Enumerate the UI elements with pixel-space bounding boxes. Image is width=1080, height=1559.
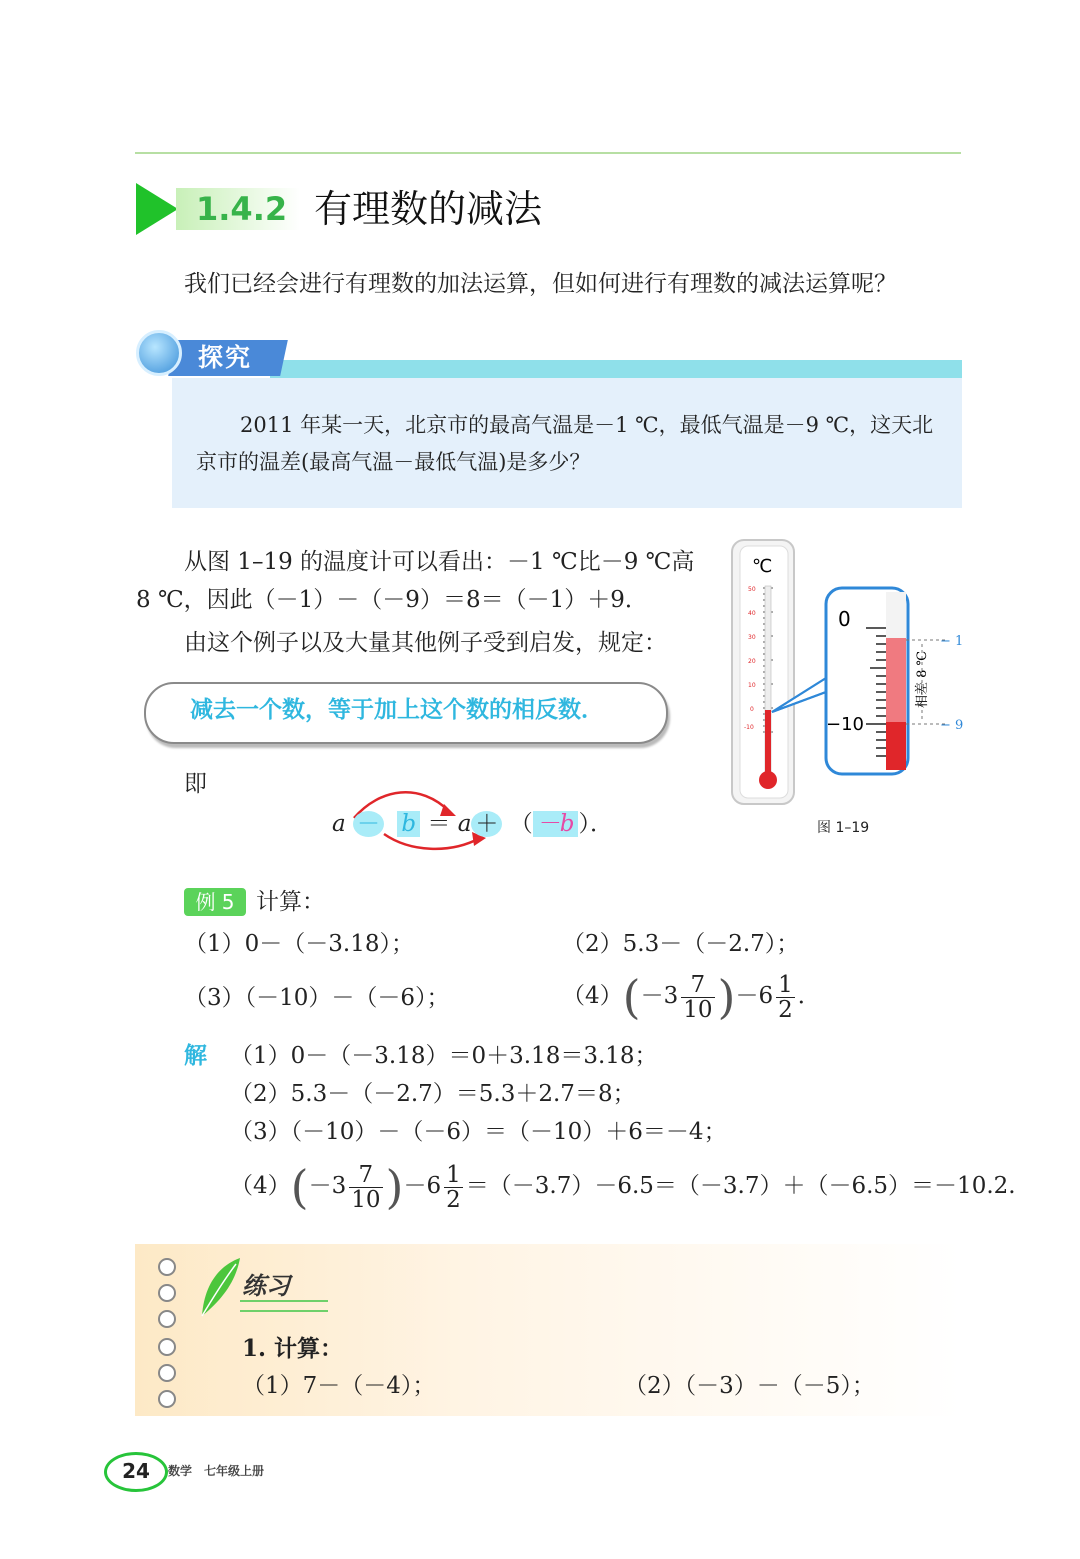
practice-title: 练习 <box>242 1272 290 1300</box>
q4-fraction-1 <box>681 973 714 1022</box>
q4-den-2: 2 <box>778 996 793 1023</box>
s4-prefix: （4） <box>230 1173 291 1199</box>
binder-ring-icon <box>158 1364 176 1382</box>
explore-line-2: 京市的温差(最高气温－最低气温)是多少？ <box>196 450 591 474</box>
s4-fraction-2 <box>444 1163 463 1212</box>
scale-20: 20 <box>748 658 756 665</box>
solution-2: （2）5.3－（－2.7）＝5.3＋2.7＝8； <box>230 1081 636 1107</box>
zoom-neg10-label: −10 <box>826 714 864 735</box>
feather-icon <box>194 1256 244 1320</box>
mark-bottom: − 9 <box>940 718 964 733</box>
s4-close-paren-icon: ) <box>385 1160 404 1214</box>
q4-fraction-2 <box>776 973 795 1022</box>
binder-ring-icon <box>158 1284 176 1302</box>
q4-whole: －3 <box>640 983 679 1009</box>
figure-caption: 图 1–19 <box>817 820 870 836</box>
scale-50: 50 <box>748 586 756 593</box>
practice-item <box>242 1333 343 1365</box>
s4-den-1: 10 <box>351 1186 381 1213</box>
formula-neg-b: －b <box>533 811 579 837</box>
s4-fraction-1 <box>349 1163 382 1212</box>
question-3: （3）（－10）－（－6）； <box>184 985 450 1011</box>
magnifier-icon <box>136 330 182 376</box>
practice-1: （1）7－（－4）； <box>242 1373 436 1399</box>
q4-num-2: 1 <box>778 971 793 998</box>
formula <box>332 808 613 840</box>
example-prompt: 计算： <box>256 889 325 915</box>
q4-num-1: 7 <box>681 973 714 998</box>
thermometer-bulb <box>759 771 777 789</box>
s4-num-1: 7 <box>349 1163 382 1188</box>
s4-open-paren-icon: ( <box>290 1160 309 1214</box>
explore-band <box>270 360 962 378</box>
para-line-2: 8 ℃，因此（－1）－（－9）＝8＝（－1）＋9． <box>136 587 648 613</box>
s4-mid: －6 <box>403 1173 442 1199</box>
ji-label: 即 <box>184 771 207 797</box>
binder-ring-icon <box>158 1310 176 1328</box>
rule-text: 减去一个数，等于加上这个数的相反数． <box>190 697 604 723</box>
s4-num-2: 1 <box>446 1161 461 1188</box>
scale-neg10: -10 <box>744 724 754 731</box>
s4-den-2: 2 <box>446 1186 461 1213</box>
para-line-3: 由这个例子以及大量其他例子受到启发，规定： <box>184 630 667 656</box>
diff-label: 相差 8 ℃ <box>915 650 930 708</box>
formula-plus: ＋ <box>471 811 502 837</box>
q4-close-paren-icon: ) <box>717 970 736 1024</box>
q4-prefix: （4） <box>562 983 623 1009</box>
q4-mid: －6 <box>735 983 774 1009</box>
top-rule <box>135 152 961 154</box>
para-line-1: 从图 1–19 的温度计可以看出：－1 ℃比－9 ℃高 <box>184 549 695 575</box>
explore-box <box>172 378 962 508</box>
mark-top: − 1 <box>940 634 964 649</box>
scale-30: 30 <box>748 634 756 641</box>
q4-den-1: 10 <box>683 996 713 1023</box>
scale-40: 40 <box>748 610 756 617</box>
binder-ring-icon <box>158 1390 176 1408</box>
footer-text: 数学 七年级上册 <box>168 1464 265 1478</box>
s4-rest: ＝（－3.7）－6.5＝（－3.7）＋（－6.5）＝－10.2. <box>465 1173 1016 1199</box>
solution-label: 解 <box>184 1043 207 1069</box>
practice-2: （2）（－3）－（－5）； <box>624 1373 875 1399</box>
q4-end: ． <box>797 983 821 1009</box>
solution-4 <box>230 1156 1016 1217</box>
formula-a2: a <box>457 811 472 837</box>
practice-item-text: 1. 计算： <box>242 1335 344 1362</box>
question-2: （2）5.3－（－2.7）； <box>562 931 800 957</box>
mercury-column <box>765 710 771 780</box>
s4-whole: －3 <box>308 1173 347 1199</box>
scale-10: 10 <box>748 682 756 689</box>
explore-line-1: 2011 年某一天，北京市的最高气温是－1 ℃，最低气温是－9 ℃，这天北 <box>240 413 934 437</box>
solution-1: （1）0－（－3.18）＝0＋3.18＝3.18； <box>230 1043 658 1069</box>
section-number: 1.4.2 <box>196 190 288 228</box>
question-4 <box>562 966 821 1027</box>
formula-eq: ＝ <box>427 811 451 837</box>
formula-open: （ <box>509 811 533 837</box>
formula-b: b <box>397 811 420 837</box>
scale-0: 0 <box>750 706 754 713</box>
q4-open-paren-icon: ( <box>622 970 641 1024</box>
binder-ring-icon <box>158 1338 176 1356</box>
binder-ring-icon <box>158 1258 176 1276</box>
formula-close: ）． <box>578 811 613 837</box>
question-1: （1）0－（－3.18）； <box>184 931 414 957</box>
explore-label: 探究 <box>198 343 253 372</box>
example-badge: 例 5 <box>184 888 246 916</box>
zoom-zero-label: 0 <box>838 607 851 631</box>
intro-text: 我们已经会进行有理数的加法运算，但如何进行有理数的减法运算呢？ <box>184 271 897 297</box>
thermometer-figure <box>726 536 976 810</box>
section-triangle-icon <box>136 183 178 235</box>
formula-a: a <box>332 811 346 837</box>
formula-minus: － <box>353 811 384 837</box>
solution-3: （3）（－10）－（－6）＝（－10）＋6＝－4； <box>230 1119 727 1145</box>
page-number: 24 <box>122 1459 150 1483</box>
unit-label: ℃ <box>752 556 773 577</box>
section-title: 有理数的减法 <box>314 187 543 231</box>
